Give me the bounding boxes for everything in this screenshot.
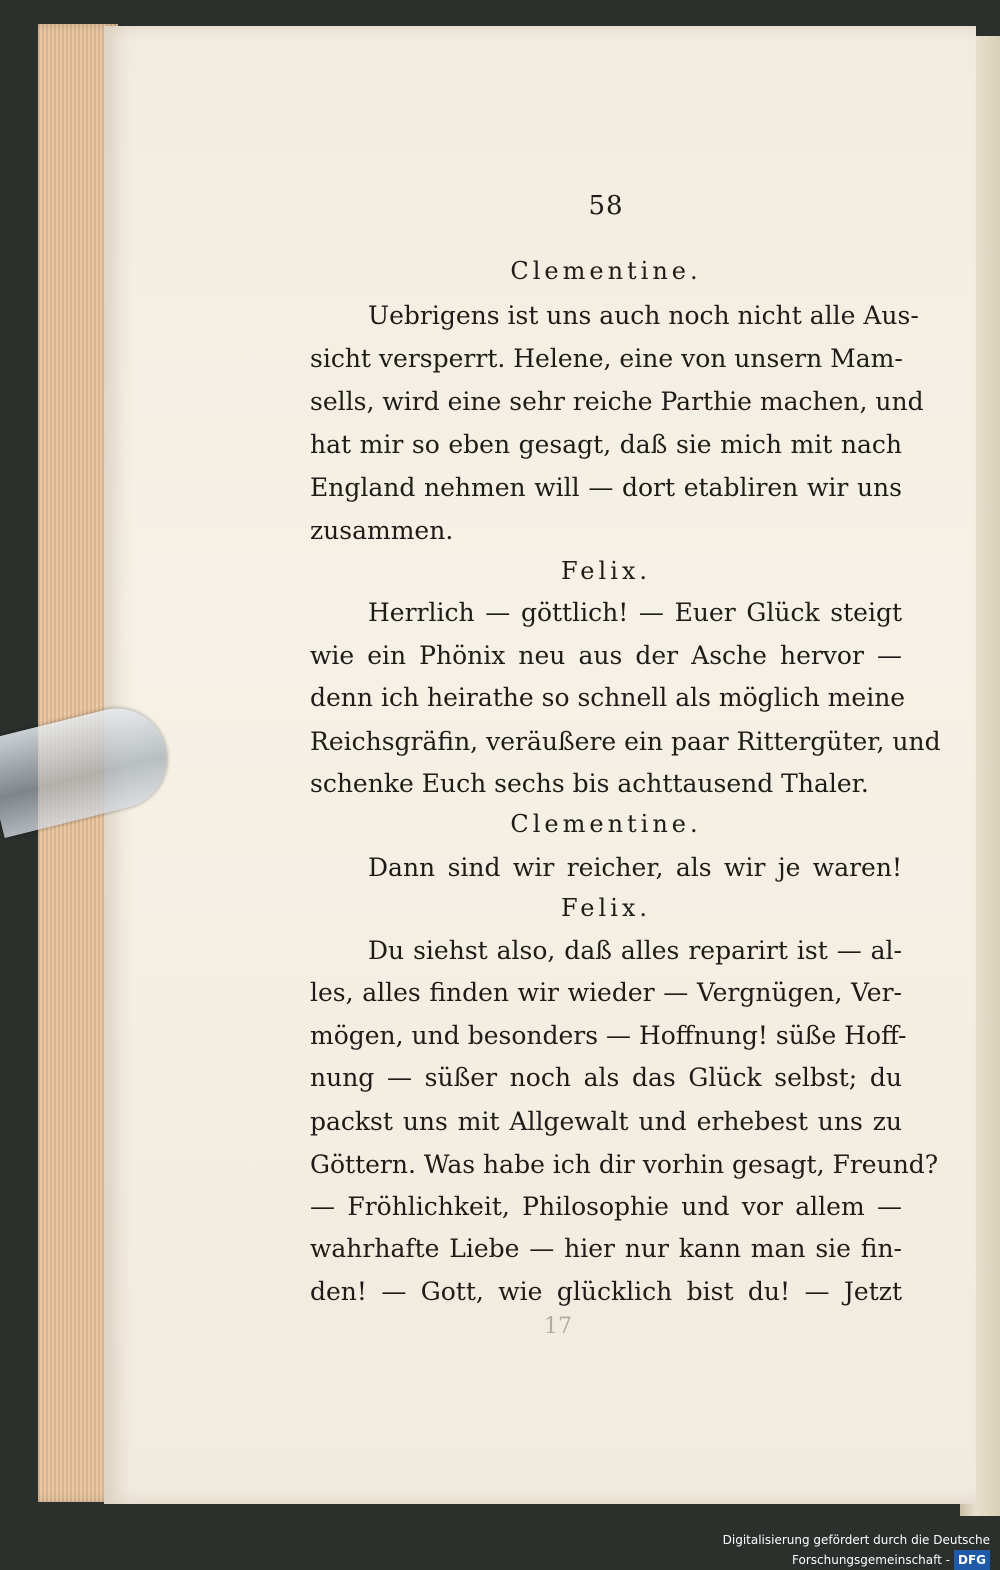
text-line: den! — Gott, wie glücklich bist du! — Jetzt: [310, 1277, 902, 1306]
catchword: 17: [544, 1314, 572, 1339]
digitization-footer: [600, 1530, 990, 1567]
text-line: les, alles finden wir wieder — Vergnügen, Ver-: [310, 978, 902, 1007]
speaker-name: Clementine.: [510, 257, 702, 285]
text-line: Reichsgräfin, veräußere ein paar Rittergüter, und: [310, 727, 941, 756]
text-line: Dann sind wir reicher, als wir je waren!: [368, 853, 902, 882]
speaker-name: Clementine.: [510, 810, 702, 838]
text-line: — Fröhlichkeit, Philosophie und vor allem —: [310, 1192, 902, 1221]
footer-text: Digitalisierung gefördert durch die Deutsche Forschungsgemeinschaft -: [722, 1533, 990, 1567]
text-line: sells, wird eine sehr reiche Parthie machen, und: [310, 387, 924, 416]
page-number: 58: [588, 191, 624, 221]
text-line: zusammen.: [310, 516, 454, 545]
text-line: sicht versperrt. Helene, eine von unsern Mam-: [310, 344, 903, 373]
text-line: England nehmen will — dort etabliren wir uns: [310, 473, 902, 502]
text-line: Uebrigens ist uns auch noch nicht alle Aus-: [368, 301, 919, 330]
text-line: denn ich heirathe so schnell als möglich meine: [310, 683, 906, 712]
text-line: wie ein Phönix neu aus der Asche hervor —: [310, 641, 902, 670]
text-line: nung — süßer noch als das Glück selbst; du: [310, 1063, 902, 1092]
book-page: [104, 26, 976, 1504]
text-line: hat mir so eben gesagt, daß sie mich mit nach: [310, 430, 902, 459]
speaker-name: Felix.: [560, 557, 652, 585]
text-line: wahrhafte Liebe — hier nur kann man sie fin-: [310, 1234, 902, 1263]
text-line: schenke Euch sechs bis achttausend Thaler.: [310, 769, 869, 798]
text-line: Göttern. Was habe ich dir vorhin gesagt, Freund?: [310, 1150, 939, 1179]
text-line: Du siehst also, daß alles reparirt ist — al-: [368, 936, 902, 965]
speaker-name: Felix.: [560, 894, 652, 922]
text-line: mögen, und besonders — Hoffnung! süße Hoff-: [310, 1021, 907, 1050]
dfg-logo: DFG: [954, 1550, 990, 1570]
text-line: packst uns mit Allgewalt und erhebest uns zu: [310, 1107, 902, 1136]
text-line: Herrlich — göttlich! — Euer Glück steigt: [368, 598, 902, 627]
